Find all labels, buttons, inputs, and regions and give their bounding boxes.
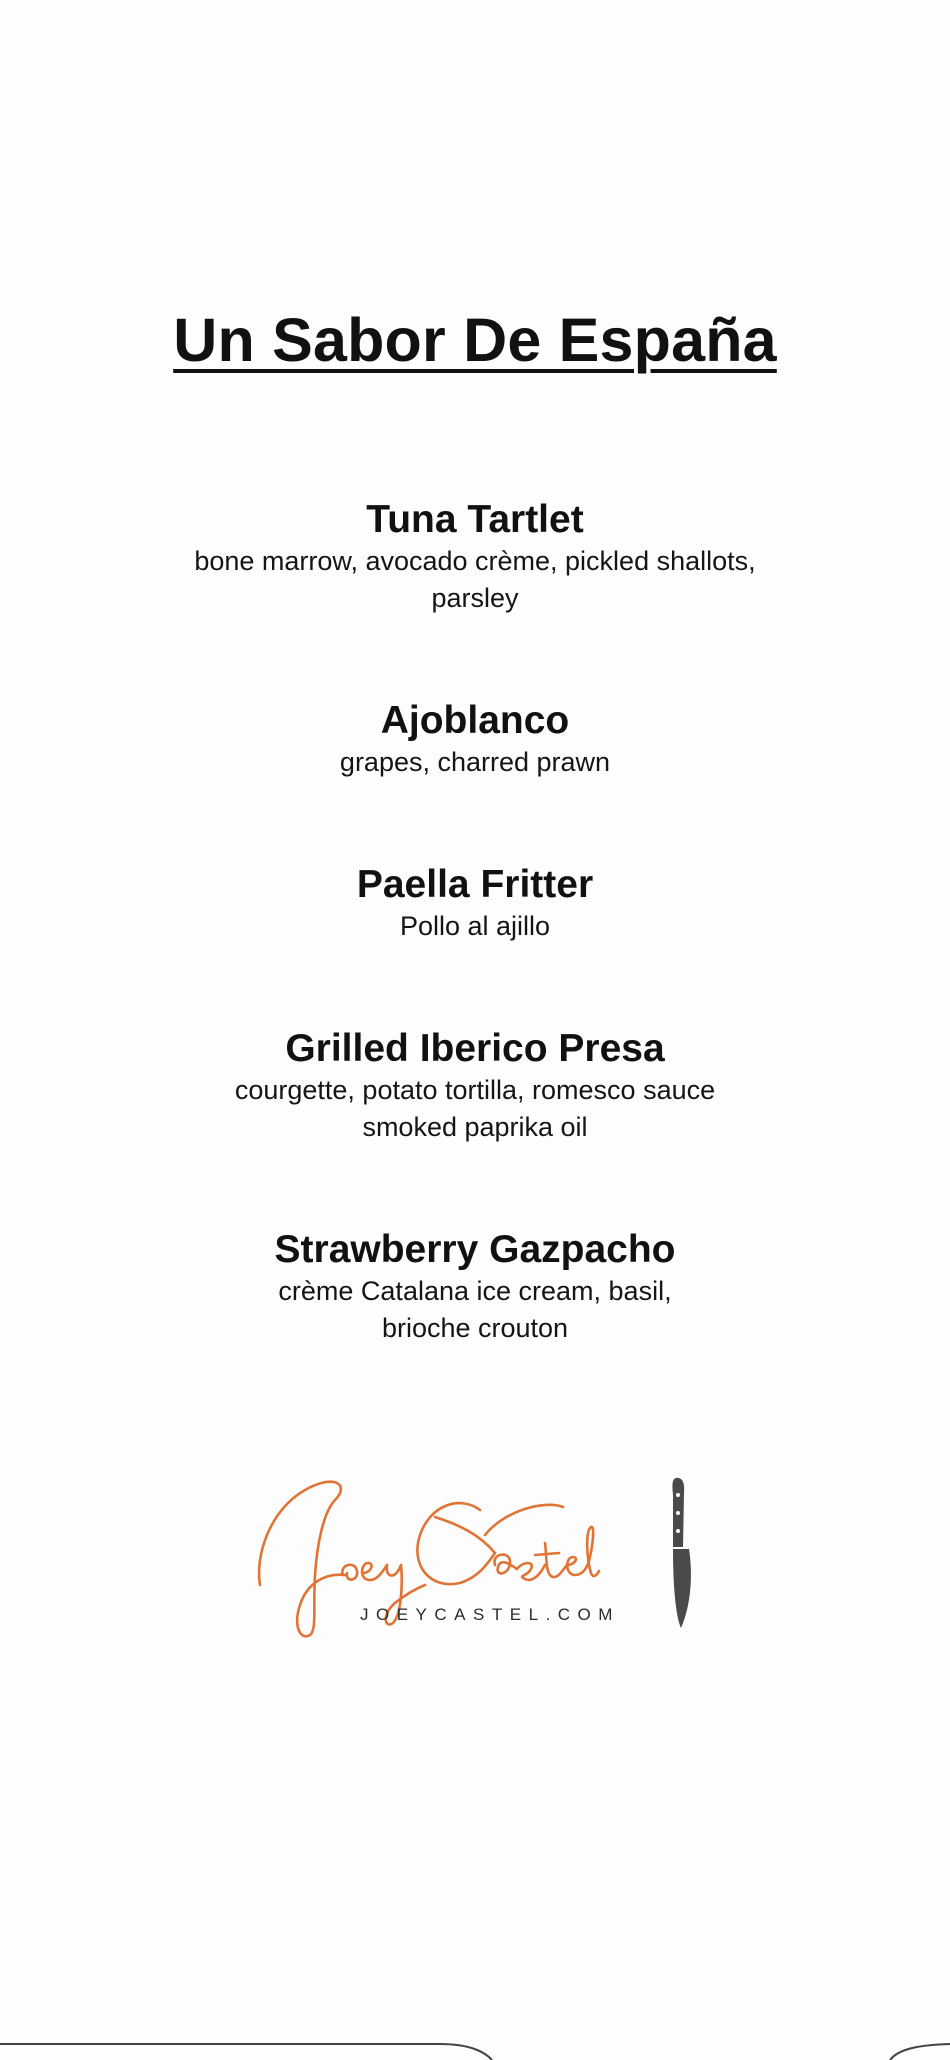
course-name: Strawberry Gazpacho [274,1228,676,1271]
course-description: crème Catalana ice cream, basil, brioche crouton [278,1276,672,1343]
course-item [0,698,950,781]
course-name: Tuna Tartlet [366,498,584,541]
course-item [0,1026,950,1146]
course-name: Ajoblanco [380,699,570,742]
course-name: Paella Fritter [356,863,594,906]
website-url: JOEYCASTEL.COM [360,1605,620,1624]
course-item [0,862,950,945]
course-item [0,497,950,617]
course-description: bone marrow, avocado crème, pickled shallots, parsley [194,546,756,613]
course-description: courgette, potato tortilla, romesco sauce smoked paprika oil [234,1075,716,1142]
chef-logo [255,1465,705,1645]
bottom-border-decoration [0,2030,950,2060]
course-description: Pollo al ajillo [399,911,551,941]
course-item [0,1227,950,1347]
menu-title: Un Sabor De España [173,306,777,374]
chef-knife-icon [672,1478,690,1628]
course-name: Grilled Iberico Presa [285,1027,665,1070]
course-description: grapes, charred prawn [339,747,611,777]
